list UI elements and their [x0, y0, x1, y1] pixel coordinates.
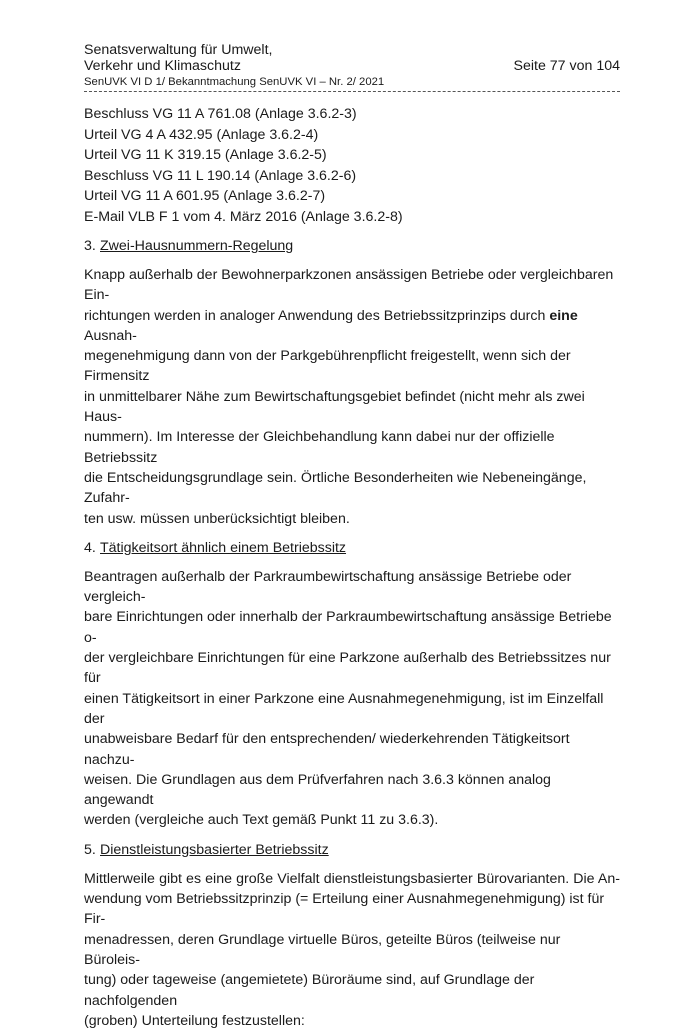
section-title: Zwei-Hausnummern-Regelung — [100, 238, 294, 254]
section-3-paragraph — [84, 265, 620, 529]
section-5-paragraph — [84, 869, 620, 1031]
section-heading-3 — [84, 236, 620, 256]
paragraph-line: tung) oder tageweise (angemietete) Büroräume sind, auf Grundlage der nachfolgenden — [84, 972, 535, 1009]
section-heading-4 — [84, 538, 620, 558]
reference-item: Urteil VG 4 A 432.95 (Anlage 3.6.2-4) — [84, 126, 319, 143]
paragraph-line: (groben) Unterteilung festzustellen: — [84, 1012, 305, 1029]
page-content — [84, 104, 620, 1031]
paragraph-text: Ausnah- — [84, 327, 137, 344]
paragraph-line — [84, 306, 620, 347]
reference-item: Urteil VG 11 K 319.15 (Anlage 3.6.2-5) — [84, 147, 327, 163]
paragraph-line: ten usw. müssen unberücksichtigt bleiben. — [84, 510, 350, 527]
header-org-line1: Senatsverwaltung für Umwelt, — [84, 42, 273, 58]
header-doc-ref: SenUVK VI D 1/ Bekanntmachung SenUVK VI – Nr. 2/ 2021 — [84, 76, 385, 88]
paragraph-line: Mittlerweile gibt es eine große Vielfalt dienstleistungsbasierter Bürovarianten. Die An- — [84, 870, 620, 887]
section-4-paragraph — [84, 567, 620, 831]
paragraph-line: in unmittelbarer Nähe zum Bewirtschaftungsgebiet befindet (nicht mehr als zwei Haus- — [84, 388, 585, 426]
paragraph-line: megenehmigung dann von der Parkgebührenpflicht freigestellt, wenn sich der Firmensitz — [84, 348, 571, 385]
paragraph-line: einen Tätigkeitsort in einer Parkzone eine Ausnahmegenehmigung, ist im Einzelfall der — [84, 690, 604, 727]
paragraph-line: bare Einrichtungen oder innerhalb der Parkraumbewirtschaftung ansässige Betriebe o- — [84, 609, 612, 646]
paragraph-line: die Entscheidungsgrundlage sein. Örtliche Besonderheiten wie Nebeneingänge, Zufahr- — [84, 469, 587, 507]
paragraph-line: wendung vom Betriebssitzprinzip (= Erteilung einer Ausnahmegenehmigung) ist für Fir- — [84, 891, 605, 928]
section-heading-5 — [84, 840, 620, 860]
reference-item: Urteil VG 11 A 601.95 (Anlage 3.6.2-7) — [84, 188, 326, 204]
paragraph-line: Knapp außerhalb der Bewohnerparkzonen ansässigen Betriebe oder vergleichbaren Ein- — [84, 267, 614, 304]
reference-item: Beschluss VG 11 A 761.08 (Anlage 3.6.2-3) — [84, 106, 357, 122]
page-header — [84, 42, 620, 89]
section-title: Dienstleistungsbasierter Betriebssitz — [100, 841, 329, 858]
paragraph-line: menadressen, deren Grundlage virtuelle Büros, geteilte Büros (teilweise nur Büroleis- — [84, 931, 561, 968]
paragraph-line: werden (vergleiche auch Text gemäß Punkt 11 zu 3.6.3). — [84, 812, 439, 829]
paragraph-line: der vergleichbare Einrichtungen für eine Parkzone außerhalb des Betriebssitzes nur für — [84, 650, 611, 687]
section-number: 3. — [84, 238, 96, 254]
section-title: Tätigkeitsort ähnlich einem Betriebssitz — [100, 539, 347, 556]
reference-list — [84, 104, 620, 227]
section-number: 4. — [84, 539, 96, 556]
paragraph-line: weisen. Die Grundlagen aus dem Prüfverfahren nach 3.6.3 können analog angewandt — [84, 771, 551, 809]
paragraph-line: unabweisbare Bedarf für den entsprechenden/ wiederkehrenden Tätigkeitsort nachzu- — [84, 731, 570, 768]
paragraph-line: nummern). Im Interesse der Gleichbehandlung kann dabei nur der offizielle Betriebssitz — [84, 429, 555, 466]
reference-item: Beschluss VG 11 L 190.14 (Anlage 3.6.2-6) — [84, 167, 357, 184]
section-number: 5. — [84, 841, 96, 858]
paragraph-text: richtungen werden in analoger Anwendung des Betriebssitzprinzips durch — [84, 307, 550, 324]
header-divider — [84, 91, 620, 92]
header-org-line2: Verkehr und Klimaschutz — [84, 58, 241, 74]
paragraph-line: Beantragen außerhalb der Parkraumbewirtschaftung ansässige Betriebe oder vergleich- — [84, 568, 572, 606]
header-page-number: Seite 77 von 104 — [513, 58, 620, 74]
reference-item: E-Mail VLB F 1 vom 4. März 2016 (Anlage 3.6.2-8) — [84, 208, 403, 225]
emphasis-text: eine — [549, 307, 578, 324]
